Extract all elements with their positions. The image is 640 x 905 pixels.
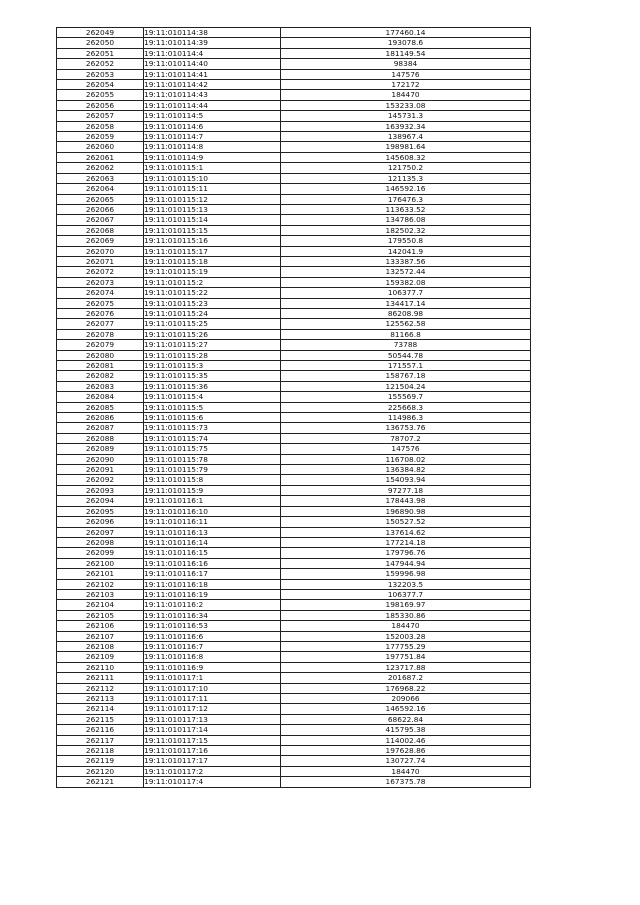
row-id-cell: 262112 [57,683,144,693]
row-value-cell: 121504.24 [281,381,531,391]
table-row [57,433,531,443]
row-id-cell: 262073 [57,277,144,287]
table-row [57,28,531,38]
row-id-cell: 262087 [57,423,144,433]
row-time-cell: 19:11:010114:5 [144,111,281,121]
row-value-cell: 159382.08 [281,277,531,287]
row-time-cell: 19:11:010114:39 [144,38,281,48]
table-row [57,777,531,787]
row-time-cell: 19:11:010116:7 [144,641,281,651]
row-id-cell: 262085 [57,402,144,412]
row-id-cell: 262081 [57,361,144,371]
row-time-cell: 19:11:010115:10 [144,173,281,183]
row-value-cell: 184470 [281,621,531,631]
table-row [57,496,531,506]
row-time-cell: 19:11:010117:2 [144,766,281,776]
row-id-cell: 262076 [57,308,144,318]
row-value-cell: 185330.86 [281,610,531,620]
row-value-cell: 147576 [281,444,531,454]
row-time-cell: 19:11:010115:3 [144,361,281,371]
table-row [57,725,531,735]
row-time-cell: 19:11:010114:7 [144,132,281,142]
row-value-cell: 177214.18 [281,537,531,547]
table-row [57,569,531,579]
row-value-cell: 179796.76 [281,548,531,558]
row-id-cell: 262078 [57,329,144,339]
row-id-cell: 262063 [57,173,144,183]
row-time-cell: 19:11:010116:15 [144,548,281,558]
row-value-cell: 154093.94 [281,475,531,485]
row-value-cell: 136753.76 [281,423,531,433]
table-row [57,413,531,423]
row-time-cell: 19:11:010115:75 [144,444,281,454]
row-time-cell: 19:11:010115:27 [144,340,281,350]
row-time-cell: 19:11:010115:78 [144,454,281,464]
row-time-cell: 19:11:010115:17 [144,246,281,256]
row-id-cell: 262074 [57,288,144,298]
row-value-cell: 134417.14 [281,298,531,308]
row-time-cell: 19:11:010115:73 [144,423,281,433]
row-id-cell: 262064 [57,184,144,194]
row-time-cell: 19:11:010117:13 [144,714,281,724]
row-id-cell: 262052 [57,59,144,69]
row-id-cell: 262072 [57,267,144,277]
row-id-cell: 262056 [57,100,144,110]
table-row [57,548,531,558]
row-id-cell: 262103 [57,589,144,599]
row-value-cell: 182502.32 [281,225,531,235]
row-id-cell: 262059 [57,132,144,142]
row-time-cell: 19:11:010115:13 [144,204,281,214]
row-id-cell: 262080 [57,350,144,360]
row-id-cell: 262097 [57,527,144,537]
row-id-cell: 262094 [57,496,144,506]
table-row [57,631,531,641]
table-row [57,100,531,110]
row-time-cell: 19:11:010115:12 [144,194,281,204]
row-id-cell: 262071 [57,256,144,266]
row-id-cell: 262083 [57,381,144,391]
row-time-cell: 19:11:010116:9 [144,662,281,672]
row-time-cell: 19:11:010115:8 [144,475,281,485]
table-row [57,527,531,537]
row-time-cell: 19:11:010116:53 [144,621,281,631]
row-value-cell: 123717.88 [281,662,531,672]
table-row [57,673,531,683]
row-id-cell: 262104 [57,600,144,610]
table-body [57,28,531,788]
row-time-cell: 19:11:010117:1 [144,673,281,683]
table-row [57,735,531,745]
row-id-cell: 262116 [57,725,144,735]
row-value-cell: 133387.56 [281,256,531,266]
row-value-cell: 132203.5 [281,579,531,589]
row-value-cell: 201687.2 [281,673,531,683]
table-row [57,194,531,204]
row-id-cell: 262106 [57,621,144,631]
table-row [57,756,531,766]
table-row [57,319,531,329]
row-value-cell: 146592.16 [281,184,531,194]
row-time-cell: 19:11:010116:8 [144,652,281,662]
table-row [57,38,531,48]
table-row [57,340,531,350]
row-time-cell: 19:11:010114:43 [144,90,281,100]
row-value-cell: 415795.38 [281,725,531,735]
row-time-cell: 19:11:010115:1 [144,163,281,173]
row-time-cell: 19:11:010117:11 [144,694,281,704]
row-id-cell: 262113 [57,694,144,704]
table-row [57,90,531,100]
row-value-cell: 176476.3 [281,194,531,204]
table-row [57,48,531,58]
row-time-cell: 19:11:010115:23 [144,298,281,308]
row-time-cell: 19:11:010116:19 [144,589,281,599]
row-id-cell: 262105 [57,610,144,620]
row-id-cell: 262108 [57,641,144,651]
row-value-cell: 193078.6 [281,38,531,48]
row-id-cell: 262084 [57,392,144,402]
row-id-cell: 262117 [57,735,144,745]
row-id-cell: 262102 [57,579,144,589]
table-row [57,121,531,131]
row-time-cell: 19:11:010116:14 [144,537,281,547]
row-value-cell: 163932.34 [281,121,531,131]
row-id-cell: 262082 [57,371,144,381]
row-value-cell: 137614.62 [281,527,531,537]
row-id-cell: 262115 [57,714,144,724]
table-row [57,277,531,287]
row-time-cell: 19:11:010114:44 [144,100,281,110]
table-row [57,392,531,402]
row-time-cell: 19:11:010115:35 [144,371,281,381]
row-time-cell: 19:11:010115:15 [144,225,281,235]
row-id-cell: 262107 [57,631,144,641]
row-value-cell: 196890.98 [281,506,531,516]
table-row [57,485,531,495]
row-time-cell: 19:11:010116:6 [144,631,281,641]
row-value-cell: 153233.08 [281,100,531,110]
row-value-cell: 152003.28 [281,631,531,641]
row-time-cell: 19:11:010115:25 [144,319,281,329]
row-id-cell: 262068 [57,225,144,235]
row-id-cell: 262090 [57,454,144,464]
row-time-cell: 19:11:010116:17 [144,569,281,579]
row-time-cell: 19:11:010115:4 [144,392,281,402]
row-value-cell: 181149.54 [281,48,531,58]
row-id-cell: 262065 [57,194,144,204]
table-row [57,704,531,714]
row-value-cell: 121135.3 [281,173,531,183]
row-time-cell: 19:11:010115:28 [144,350,281,360]
row-time-cell: 19:11:010116:16 [144,558,281,568]
table-row [57,766,531,776]
row-time-cell: 19:11:010114:4 [144,48,281,58]
row-time-cell: 19:11:010117:10 [144,683,281,693]
row-value-cell: 114002.46 [281,735,531,745]
row-id-cell: 262093 [57,485,144,495]
row-value-cell: 81166.8 [281,329,531,339]
table-row [57,662,531,672]
table-row [57,610,531,620]
row-time-cell: 19:11:010115:6 [144,413,281,423]
row-value-cell: 150527.52 [281,517,531,527]
row-value-cell: 198169.97 [281,600,531,610]
row-value-cell: 167375.78 [281,777,531,787]
table-row [57,558,531,568]
row-value-cell: 172172 [281,80,531,90]
row-id-cell: 262086 [57,413,144,423]
table-row [57,454,531,464]
table-row [57,142,531,152]
row-id-cell: 262118 [57,746,144,756]
row-value-cell: 132572.44 [281,267,531,277]
row-id-cell: 262099 [57,548,144,558]
row-id-cell: 262092 [57,475,144,485]
row-id-cell: 262111 [57,673,144,683]
row-value-cell: 184470 [281,766,531,776]
row-value-cell: 138967.4 [281,132,531,142]
table-row [57,371,531,381]
table-row [57,163,531,173]
table-row [57,589,531,599]
row-value-cell: 178443.98 [281,496,531,506]
row-id-cell: 262057 [57,111,144,121]
table-row [57,246,531,256]
row-value-cell: 147576 [281,69,531,79]
table-row [57,350,531,360]
row-time-cell: 19:11:010115:19 [144,267,281,277]
row-id-cell: 262096 [57,517,144,527]
row-value-cell: 209066 [281,694,531,704]
row-time-cell: 19:11:010117:16 [144,746,281,756]
row-id-cell: 262062 [57,163,144,173]
row-time-cell: 19:11:010114:42 [144,80,281,90]
row-id-cell: 262067 [57,215,144,225]
row-time-cell: 19:11:010115:16 [144,236,281,246]
row-id-cell: 262089 [57,444,144,454]
row-time-cell: 19:11:010116:18 [144,579,281,589]
row-time-cell: 19:11:010116:11 [144,517,281,527]
row-id-cell: 262079 [57,340,144,350]
row-time-cell: 19:11:010115:9 [144,485,281,495]
row-id-cell: 262120 [57,766,144,776]
row-time-cell: 19:11:010115:79 [144,465,281,475]
row-value-cell: 78707.2 [281,433,531,443]
row-id-cell: 262077 [57,319,144,329]
table-row [57,600,531,610]
row-value-cell: 113633.52 [281,204,531,214]
row-id-cell: 262091 [57,465,144,475]
table-row [57,694,531,704]
table-row [57,152,531,162]
row-value-cell: 146592.16 [281,704,531,714]
row-value-cell: 114986.3 [281,413,531,423]
row-value-cell: 97277.18 [281,485,531,495]
table-row [57,579,531,589]
row-time-cell: 19:11:010114:41 [144,69,281,79]
row-value-cell: 171557.1 [281,361,531,371]
row-value-cell: 176968.22 [281,683,531,693]
table-row [57,444,531,454]
table-row [57,652,531,662]
row-value-cell: 68622.84 [281,714,531,724]
table-row [57,256,531,266]
row-id-cell: 262061 [57,152,144,162]
table-row [57,132,531,142]
row-value-cell: 197751.84 [281,652,531,662]
row-id-cell: 262109 [57,652,144,662]
row-id-cell: 262051 [57,48,144,58]
row-time-cell: 19:11:010116:13 [144,527,281,537]
row-time-cell: 19:11:010117:17 [144,756,281,766]
table-row [57,475,531,485]
row-value-cell: 159996.98 [281,569,531,579]
row-value-cell: 145608.32 [281,152,531,162]
table-row [57,69,531,79]
row-value-cell: 116708.02 [281,454,531,464]
row-value-cell: 158767.18 [281,371,531,381]
table-row [57,225,531,235]
row-value-cell: 121750.2 [281,163,531,173]
row-id-cell: 262119 [57,756,144,766]
table-row [57,80,531,90]
row-id-cell: 262100 [57,558,144,568]
row-id-cell: 262110 [57,662,144,672]
row-id-cell: 262095 [57,506,144,516]
row-value-cell: 134786.08 [281,215,531,225]
row-time-cell: 19:11:010114:8 [144,142,281,152]
row-time-cell: 19:11:010117:14 [144,725,281,735]
row-time-cell: 19:11:010117:12 [144,704,281,714]
row-value-cell: 147944.94 [281,558,531,568]
row-value-cell: 106377.7 [281,288,531,298]
table-row [57,215,531,225]
row-time-cell: 19:11:010115:11 [144,184,281,194]
row-time-cell: 19:11:010115:2 [144,277,281,287]
row-time-cell: 19:11:010114:40 [144,59,281,69]
table-row [57,111,531,121]
table-row [57,329,531,339]
row-value-cell: 155569.7 [281,392,531,402]
row-id-cell: 262070 [57,246,144,256]
table-row [57,537,531,547]
row-value-cell: 184470 [281,90,531,100]
table-row [57,361,531,371]
table-row [57,506,531,516]
row-id-cell: 262069 [57,236,144,246]
row-id-cell: 262088 [57,433,144,443]
row-value-cell: 130727.74 [281,756,531,766]
table-row [57,746,531,756]
table-row [57,621,531,631]
row-value-cell: 106377.7 [281,589,531,599]
row-time-cell: 19:11:010115:14 [144,215,281,225]
table-row [57,714,531,724]
row-time-cell: 19:11:010117:15 [144,735,281,745]
table-row [57,517,531,527]
table-row [57,402,531,412]
table-row [57,423,531,433]
table-row [57,308,531,318]
table-row [57,184,531,194]
row-time-cell: 19:11:010117:4 [144,777,281,787]
row-value-cell: 50544.78 [281,350,531,360]
row-id-cell: 262101 [57,569,144,579]
row-value-cell: 179550.8 [281,236,531,246]
row-id-cell: 262053 [57,69,144,79]
row-value-cell: 136384.82 [281,465,531,475]
row-time-cell: 19:11:010115:24 [144,308,281,318]
table-row [57,298,531,308]
row-time-cell: 19:11:010115:36 [144,381,281,391]
table-row [57,59,531,69]
row-id-cell: 262050 [57,38,144,48]
row-time-cell: 19:11:010116:2 [144,600,281,610]
row-time-cell: 19:11:010115:74 [144,433,281,443]
row-value-cell: 177460.14 [281,28,531,38]
table-row [57,683,531,693]
row-value-cell: 198981.64 [281,142,531,152]
row-id-cell: 262060 [57,142,144,152]
table-row [57,381,531,391]
table-row [57,641,531,651]
table-row [57,173,531,183]
table-row [57,236,531,246]
row-time-cell: 19:11:010114:38 [144,28,281,38]
row-value-cell: 125562.58 [281,319,531,329]
row-id-cell: 262098 [57,537,144,547]
row-value-cell: 142041.9 [281,246,531,256]
row-value-cell: 225668.3 [281,402,531,412]
row-value-cell: 197628.86 [281,746,531,756]
row-id-cell: 262066 [57,204,144,214]
row-time-cell: 19:11:010116:1 [144,496,281,506]
row-value-cell: 98384 [281,59,531,69]
row-value-cell: 145731.3 [281,111,531,121]
row-time-cell: 19:11:010114:6 [144,121,281,131]
row-value-cell: 73788 [281,340,531,350]
table-row [57,267,531,277]
row-time-cell: 19:11:010116:34 [144,610,281,620]
table-row [57,204,531,214]
row-id-cell: 262075 [57,298,144,308]
row-time-cell: 19:11:010116:10 [144,506,281,516]
row-time-cell: 19:11:010115:18 [144,256,281,266]
row-id-cell: 262049 [57,28,144,38]
row-id-cell: 262058 [57,121,144,131]
row-id-cell: 262055 [57,90,144,100]
data-table [56,27,531,788]
row-id-cell: 262121 [57,777,144,787]
row-time-cell: 19:11:010115:5 [144,402,281,412]
row-id-cell: 262054 [57,80,144,90]
row-id-cell: 262114 [57,704,144,714]
table-row [57,288,531,298]
row-time-cell: 19:11:010115:26 [144,329,281,339]
row-value-cell: 177755.29 [281,641,531,651]
row-time-cell: 19:11:010114:9 [144,152,281,162]
row-time-cell: 19:11:010115:22 [144,288,281,298]
table-row [57,465,531,475]
row-value-cell: 86208.98 [281,308,531,318]
